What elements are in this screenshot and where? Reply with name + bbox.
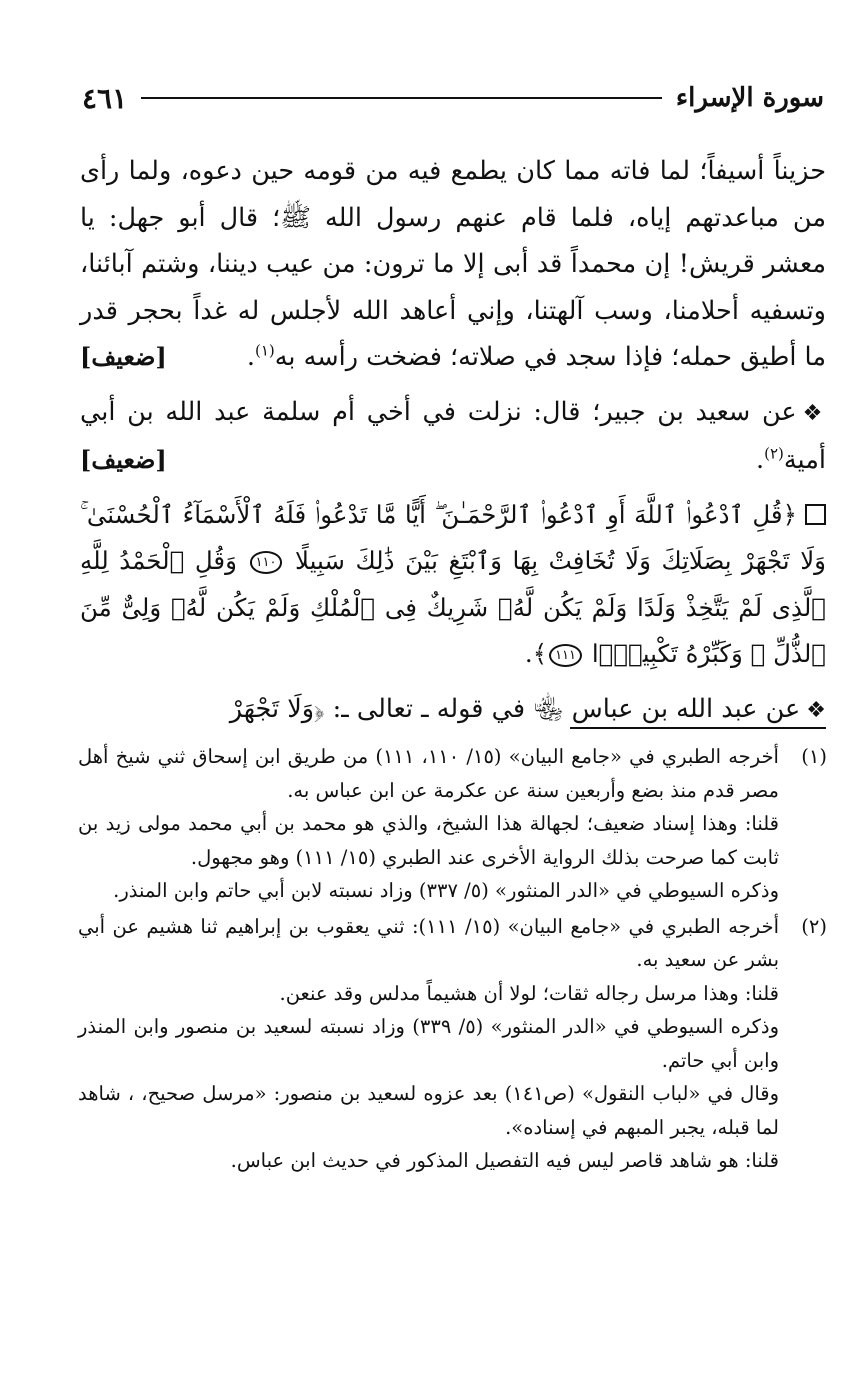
footnote-2 — [78, 910, 827, 1178]
main-text — [80, 148, 826, 742]
footnote-1-body — [78, 740, 779, 908]
footnote-1-line: أخرجه الطبري في «جامع البيان» (١٥/ ١١٠، ١١١) من طريق ابن إسحاق ثني شيخ أهل مصر قدم منذ بضع وأربعين سنة عن عكرمة عن ابن عباس به. — [78, 745, 779, 802]
header-rule — [141, 97, 662, 99]
quran-close-bracket: ﴾. — [524, 639, 548, 668]
ornament-icon: ❖ — [806, 697, 826, 723]
footnote-1-number: (١) — [801, 745, 827, 768]
page-header — [82, 78, 824, 118]
footnote-separator — [570, 727, 826, 729]
page-number: ٤٦١ — [82, 81, 128, 115]
ayah-number-110: ١١٠ — [250, 551, 283, 574]
narration-3-text: عن عبد الله بن عباس ﵄ في قوله ـ تعالى ـ: ﴿وَلَا تَجْهَرْ — [229, 693, 801, 724]
ornament-icon: ❖ — [802, 400, 826, 426]
square-marker-icon — [805, 504, 826, 525]
narration-1-text: حزيناً أسيفاً؛ لما فاته مما كان يطمع فيه من قومه حين دعوه، ولما رأى من مباعدتهم إياه، فلما قام عنهم رسول الله ﷺ؛ قال أبو جهل: يا معشر قريش! إن محمداً قد أبى إلا ما ترون: من عيب ديننا، وشتم آبائنا، وتسفيه أحلامنا، وسب آلهتنا، وإني أعاهد الله لأجلس له غداً بحجر قدر ما أطيق حمله؛ فإذا سجد في صلاته؛ فضخت رأسه به — [80, 156, 826, 372]
footnote-2-line: قلنا: وهذا مرسل رجاله ثقات؛ لولا أن هشيماً مدلس وقد عنعن. — [279, 981, 779, 1005]
quran-verse-111: وَقُلِ ٱلْحَمْدُ لِلَّهِ ٱلَّذِى لَمْ يَتَّخِذْ وَلَدًا وَلَمْ يَكُن لَّهُۥ شَرِيكٌ فِى ٱلْمُلْكِ وَلَمْ يَكُن لَّهُۥ وَلِىٌّ مِّنَ ٱلذُّلِّ ۖ وَكَبِّرْهُ تَكْبِيرًۢا — [80, 546, 826, 668]
footnote-2-line: وذكره السيوطي في «الدر المنثور» (٥/ ٣٣٩) وزاد نسبته لسعيد بن منصور وابن المنذر وابن أبي حاتم. — [78, 1015, 779, 1072]
footnote-1-line: قلنا: وهذا إسناد ضعيف؛ لجهالة هذا الشيخ، والذي هو محمد بن أبي محمد مولى زيد بن ثابت كما صرحت بذلك الرواية الأخرى عند الطبري (١٥/ ١١١) وهو مجهول. — [78, 812, 779, 869]
footnote-ref-2: (٢) — [764, 444, 784, 463]
footnote-2-line: قلنا: هو شاهد قاصر ليس فيه التفصيل المذكور في حديث ابن عباس. — [230, 1149, 779, 1172]
footnote-1 — [78, 740, 827, 908]
grade-badge-1: [ضعيف] — [80, 342, 167, 371]
narration-2-end: . — [755, 445, 765, 475]
footnote-2-line: وقال في «لباب النقول» (ص١٤١) بعد عزوه لسعيد بن منصور: «مرسل صحيح، ، شاهد لما قبله، يجبر المبهم في إسناده». — [78, 1082, 779, 1139]
narration-1-end: . — [246, 342, 255, 372]
narration-2-text: عن سعيد بن جبير؛ قال: نزلت في أخي أم سلمة عبد الله بن أبي أمية — [80, 396, 826, 475]
footnotes — [78, 740, 827, 1180]
grade-badge-2: [ضعيف] — [80, 445, 167, 474]
footnote-2-number: (٢) — [801, 914, 827, 938]
ayah-number-111: ١١١ — [549, 644, 582, 667]
paragraph-narration-1 — [80, 148, 826, 381]
footnote-2-line: أخرجه الطبري في «جامع البيان» (١٥/ ١١١): ثني يعقوب بن إبراهيم ثنا هشيم عن أبي بشر عن سعيد به. — [78, 914, 779, 971]
footnote-ref-1: (١) — [254, 341, 275, 360]
paragraph-narration-2 — [80, 389, 826, 484]
quran-verse-110: ﴿قُلِ ٱدْعُوا۟ ٱللَّهَ أَوِ ٱدْعُوا۟ ٱلرَّحْمَـٰنَ ۖ أَيًّا مَّا تَدْعُوا۟ فَلَهُ ٱلْأَسْمَآءُ ٱلْحُسْنَىٰ ۚ وَلَا تَجْهَرْ بِصَلَاتِكَ وَلَا تُخَافِتْ بِهَا وَٱبْتَغِ بَيْنَ ذَٰلِكَ سَبِيلًا — [80, 499, 826, 575]
quran-verse-block — [80, 492, 826, 678]
surah-title: سورة الإسراء — [675, 83, 824, 113]
footnote-2-body — [78, 910, 779, 1178]
footnote-1-line: وذكره السيوطي في «الدر المنثور» (٥/ ٣٣٧) وزاد نسبته لابن أبي حاتم وابن المنذر. — [113, 879, 779, 902]
